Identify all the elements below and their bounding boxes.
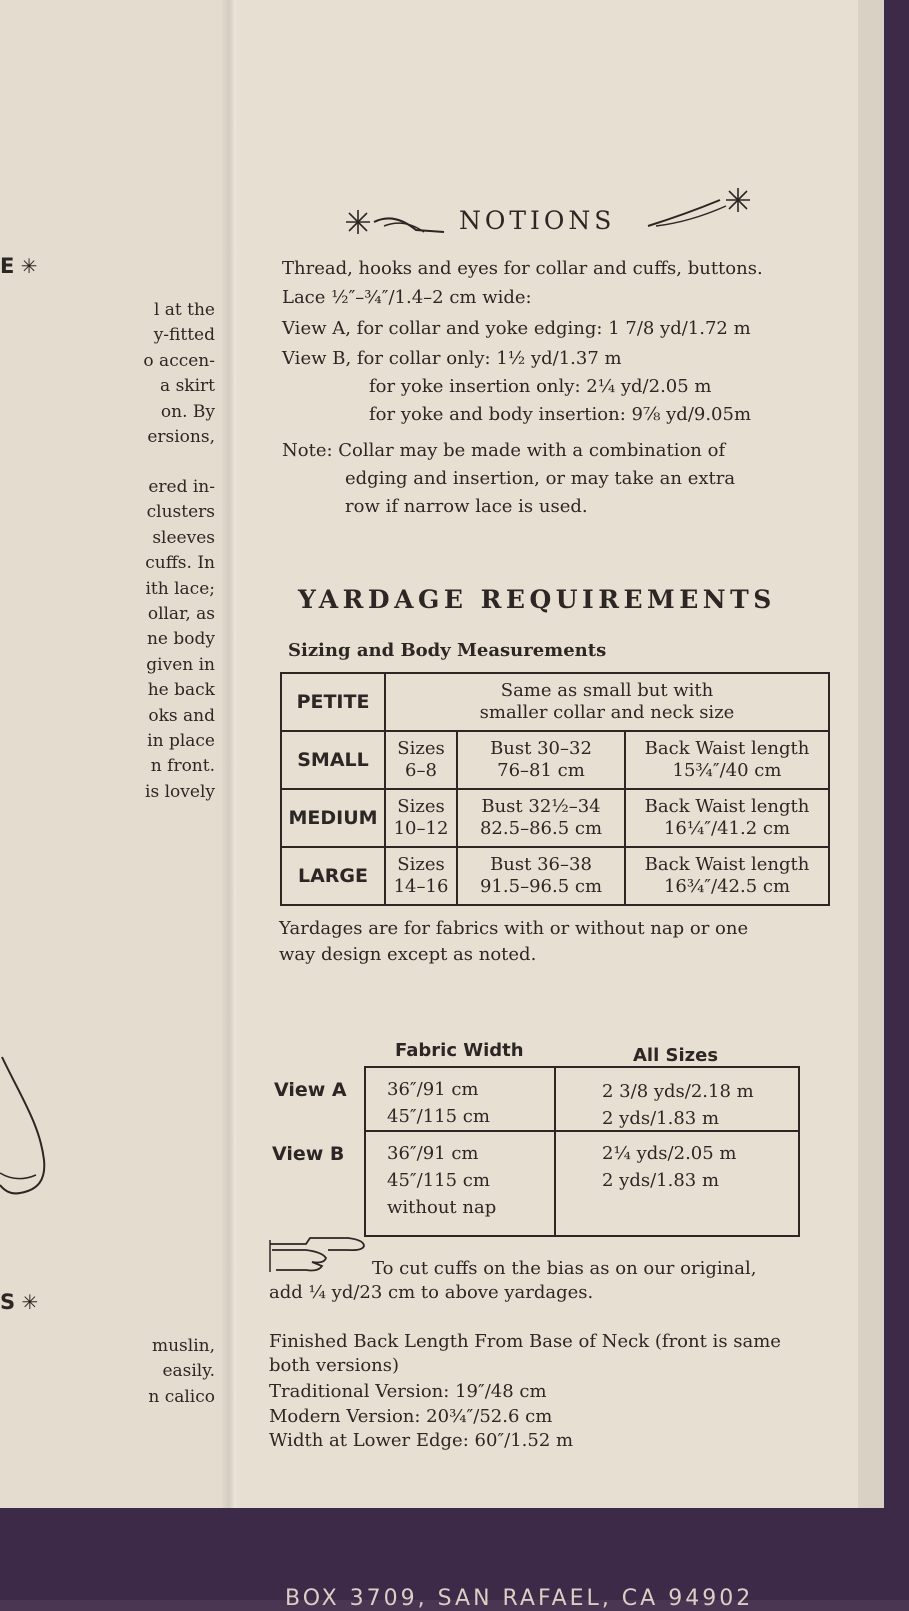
finished-length: Finished Back Length From Base of Neck (front is same [269,1331,781,1352]
bias-note: To cut cuffs on the bias as on our original, [372,1258,757,1279]
left-text-line: ered in- [148,477,215,497]
left-text-line: oks and [148,705,215,726]
left-text-line: ne body [146,629,215,650]
left-text-line: easily. [162,1361,215,1382]
notions-line: for yoke insertion only: 2¼ yd/2.05 m [369,376,712,397]
notions-line: row if narrow lace is used. [345,496,588,517]
fabric-width-header: Fabric Width [395,1040,524,1061]
back-waist-length: Back Waist length 16¼″/41.2 cm [625,789,829,847]
size-row-petite [281,673,829,731]
view-a-yardage: 2 3/8 yds/2.18 m 2 yds/1.83 m [602,1081,754,1129]
left-text-line: clusters [146,502,215,523]
sizing-title: Sizing and Body Measurements [288,640,607,661]
notions-line: View A, for collar and yoke edging: 1 7/8 yd/1.72 m [282,318,751,339]
notions-line: for yoke and body insertion: 9⅞ yd/9.05m [369,404,752,425]
left-text-line: sleeves [152,527,215,548]
bust-measure: Bust 30–32 76–81 cm [457,731,625,789]
left-text-bottom [0,1334,215,1410]
left-text-line: he back [147,680,215,701]
right-paper-edge [858,0,884,1515]
bust-measure: Bust 36–38 91.5–96.5 cm [457,847,625,905]
yardage-note: Yardages are for fabrics with or without nap or one [279,918,749,939]
size-row-large [281,847,829,905]
left-text-line: ollar, as [147,604,215,625]
finished-length: Modern Version: 20¾″/52.6 cm [269,1406,553,1427]
view-b-label: View B [272,1143,345,1165]
left-heading-bottom: S ✳ [0,1290,39,1314]
yardage-title: YARDAGE REQUIREMENTS [298,585,776,614]
size-label: SMALL [281,731,385,789]
view-a-label: View A [274,1079,347,1101]
left-text-line: cuffs. In [145,553,215,574]
garment-illustration-fragment [0,1055,52,1215]
notions-line: View B, for collar only: 1½ yd/1.37 m [282,348,622,369]
left-text-top [0,298,215,450]
size-row-small [281,731,829,789]
view-b-yardage: 2¼ yds/2.05 m 2 yds/1.83 m [602,1143,737,1191]
flower-left-icon [344,208,452,236]
left-text-line: is lovely [145,781,215,802]
petite-description: Same as small but with smaller collar and neck size [385,673,829,731]
bias-note: add ¼ yd/23 cm to above yardages. [269,1282,594,1303]
finished-length: Traditional Version: 19″/48 cm [269,1381,547,1402]
notions-heading [344,204,764,238]
left-text-line: muslin, [151,1336,215,1356]
left-text-line: ersions, [147,427,215,448]
size-range: Sizes 10–12 [385,789,457,847]
left-heading-top: E ✳ [0,254,38,278]
view-b-widths: 36″/91 cm 45″/115 cm without nap [387,1143,497,1218]
size-label: LARGE [281,847,385,905]
fabric-table [364,1066,800,1237]
left-text-line: l at the [153,300,215,320]
left-text-line: n front. [150,756,215,777]
flower-right-icon [646,186,756,230]
left-text-line: o accen- [143,350,215,371]
notions-line: Note: Collar may be made with a combination of [282,440,726,461]
size-label: PETITE [281,673,385,731]
left-text-line: given in [146,654,215,675]
left-text-line: n calico [148,1386,215,1407]
size-label: MEDIUM [281,789,385,847]
back-waist-length: Back Waist length 15¾″/40 cm [625,731,829,789]
notions-title: NOTIONS [459,206,616,235]
size-range: Sizes 14–16 [385,847,457,905]
finished-length: Width at Lower Edge: 60″/1.52 m [269,1430,574,1451]
bust-measure: Bust 32½–34 82.5–86.5 cm [457,789,625,847]
finished-length: both versions) [269,1355,400,1376]
yardage-note: way design except as noted. [279,944,537,965]
size-range: Sizes 6–8 [385,731,457,789]
left-text-line: a skirt [160,376,215,397]
notions-line: Thread, hooks and eyes for collar and cuffs, buttons. [282,258,763,279]
pointing-hand-icon [266,1236,370,1274]
left-text-line: on. By [160,401,215,422]
left-text-line: y-fitted [153,325,215,346]
table-divider [554,1068,556,1235]
left-text-line: in place [147,731,215,752]
right-background [884,0,909,1600]
size-row-medium [281,789,829,847]
fold-shadow [222,0,236,1510]
footer-address: BOX 3709, SAN RAFAEL, CA 94902 [285,1586,754,1611]
back-waist-length: Back Waist length 16¾″/42.5 cm [625,847,829,905]
notions-line: edging and insertion, or may take an extra [345,468,736,489]
all-sizes-header: All Sizes [633,1045,719,1066]
left-text-middle [0,475,215,805]
left-text-line: ith lace; [145,578,215,599]
notions-line: Lace ½″–¾″/1.4–2 cm wide: [282,287,532,308]
view-a-widths: 36″/91 cm 45″/115 cm [387,1079,490,1127]
size-table [280,672,830,906]
